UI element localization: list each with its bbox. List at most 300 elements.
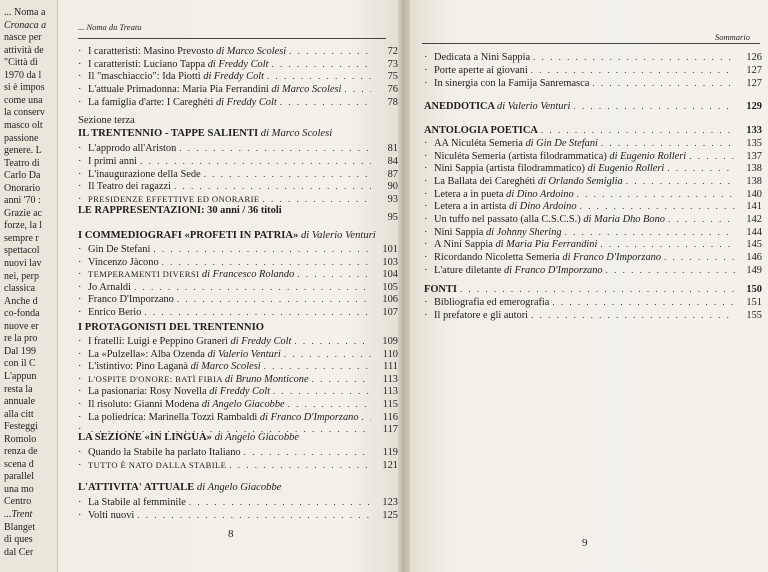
dot-leader (244, 446, 371, 458)
bullet: · (424, 138, 428, 149)
page-number: 149 (746, 264, 762, 276)
page-number: 81 (387, 143, 398, 154)
strip-text-line: attività de (4, 44, 44, 56)
page-number: 127 (746, 65, 762, 76)
dot-leader (144, 306, 371, 318)
strip-text-line: spettacol (4, 245, 40, 257)
dot-leader (284, 348, 371, 360)
entry-text: TEMPERAMENTI DIVERSI (88, 269, 202, 279)
toc-entry[interactable] (78, 496, 398, 509)
dot-leader (601, 137, 735, 149)
page-number: 125 (382, 510, 398, 521)
section-heading[interactable] (424, 124, 762, 137)
dot-leader (565, 226, 735, 238)
dot-leader (137, 509, 371, 521)
dot-leader (271, 58, 371, 70)
page-number: 104 (382, 269, 398, 280)
strip-text-line: annuale (4, 396, 36, 408)
entry-text: Vincenzo Jàcono (88, 256, 159, 268)
strip-text-line: Centro (4, 496, 32, 508)
section-text: L'ATTIVITA' ATTUALE (78, 482, 197, 493)
bullet: · (424, 264, 428, 276)
section-heading (78, 432, 299, 444)
entry-title (434, 52, 530, 64)
dot-leader (294, 335, 371, 347)
page-number: 101 (382, 244, 398, 255)
bullet: · (78, 143, 82, 154)
toc-entry[interactable] (78, 385, 398, 398)
page-number: 111 (383, 361, 398, 373)
strip-text-line: la conserv (4, 107, 45, 119)
toc-entry[interactable] (424, 213, 762, 226)
bullet: · (78, 194, 82, 206)
strip-text-line: re la pro (4, 333, 38, 345)
section-text: ANTOLOGIA POETICA (424, 125, 538, 136)
entry-text: L'OSPITE D'ONORE: BATÌ FIBIA (88, 373, 225, 384)
strip-text-line: L'appun (4, 370, 37, 382)
entry-title (88, 459, 226, 472)
bullet: · (424, 52, 428, 63)
strip-text-line: genere. L (4, 145, 42, 157)
strip-text-line: Dal 199 (4, 345, 36, 357)
toc-entry[interactable] (78, 360, 398, 373)
bullet: · (78, 306, 82, 318)
entry-title (88, 361, 261, 373)
toc-entry[interactable] (424, 309, 762, 322)
entry-author: di Franco D'Imporzano (259, 411, 359, 423)
bullet: · (78, 336, 82, 347)
strip-text-line: Grazie ac (4, 207, 43, 219)
strip-text-line: masco olt (4, 119, 43, 131)
bullet: · (78, 244, 82, 255)
dot-leader (189, 496, 371, 508)
entry-text: Letera a in pueta (434, 188, 507, 200)
strip-text-line: alla citt (4, 408, 34, 420)
header-rule (422, 43, 760, 44)
entry-author: di Gin De Stefani (525, 138, 598, 149)
dot-leader (541, 124, 735, 136)
bullet: · (78, 46, 82, 57)
bullet: · (78, 497, 82, 508)
toc-entry[interactable] (78, 256, 398, 269)
strip-text-line: di ques (4, 534, 33, 546)
strip-text-line: Carlo Da (4, 170, 41, 182)
entry-text: I primi anni (88, 155, 138, 167)
page-number: 127 (746, 78, 762, 89)
entry-author: di Marco Scolesi (190, 361, 261, 373)
entry-text: Gin De Stefani (88, 244, 151, 255)
bullet: · (424, 188, 428, 200)
toc-entry[interactable] (78, 58, 398, 71)
dot-leader (153, 243, 371, 255)
page-number: 150 (746, 284, 762, 295)
section-text: IL TRENTENNIO - TAPPE SALIENTI (78, 128, 261, 139)
section-text: ANEDDOTICA (424, 101, 498, 112)
entry-author: di Franco D'Imporzano (562, 251, 662, 263)
entry-text: Franco D'Imporzano (88, 294, 174, 305)
bullet: · (424, 175, 428, 187)
entry-author: di Freddy Colt (209, 386, 270, 398)
bullet: · (78, 281, 82, 293)
dot-leader (626, 175, 735, 187)
toc-entry[interactable] (78, 306, 398, 319)
section-author: di Angelo Giacobbe (196, 482, 282, 493)
entry-text: Il prefatore e gli autori (434, 310, 529, 321)
dot-leader (267, 70, 371, 82)
toc-entry[interactable] (78, 70, 398, 83)
bullet: · (424, 213, 428, 225)
toc-entry[interactable] (424, 238, 762, 251)
entry-title (434, 239, 597, 251)
entry-title (424, 101, 570, 113)
entry-title (88, 412, 359, 424)
section-text: I COMMEDIOGRAFI «PROFETI IN PATRIA» (78, 230, 301, 241)
toc-entry[interactable] (78, 142, 398, 155)
entry-title (88, 84, 341, 96)
entry-title (88, 97, 277, 109)
strip-text-line: come una (4, 94, 43, 106)
book-gutter (398, 0, 410, 572)
toc-entry[interactable] (424, 175, 762, 188)
bullet: · (78, 181, 82, 193)
strip-text-line: Cronaca a (4, 19, 47, 31)
entry-title (88, 510, 134, 522)
entry-author: di Angelo Giacobbe (201, 399, 285, 410)
entry-author: di Dino Ardoino (509, 201, 577, 213)
section-heading (78, 482, 281, 494)
entry-title (88, 447, 241, 459)
dot-leader (280, 96, 371, 108)
entry-title (434, 310, 528, 322)
entry-title (434, 138, 598, 150)
dot-leader (312, 373, 371, 385)
toc-entry[interactable] (424, 77, 762, 90)
strip-text-line: Onorario (4, 182, 41, 194)
entry-title (88, 294, 174, 306)
entry-text: Porte aperte ai giovani (434, 65, 528, 76)
toc-entry[interactable] (424, 137, 762, 150)
page-number: 76 (387, 84, 398, 96)
bullet: · (78, 256, 82, 268)
bullet: · (424, 201, 428, 213)
bullet: · (424, 150, 428, 162)
toc-entry[interactable] (78, 268, 398, 281)
toc-entry[interactable] (78, 348, 398, 361)
strip-text-line: una mo (4, 483, 34, 495)
toc-entry[interactable] (78, 83, 398, 96)
bullet: · (424, 226, 428, 238)
entry-author: di Freddy Colt (203, 71, 265, 83)
page-number: 119 (382, 447, 398, 458)
toc-entry[interactable] (424, 64, 762, 77)
strip-text-line: Romolo (4, 433, 37, 445)
toc-entry[interactable] (424, 251, 762, 264)
page-number: 95 (387, 212, 398, 223)
strip-text-line: nuove er (4, 320, 39, 332)
dot-leader (689, 150, 735, 162)
page-number: 75 (387, 71, 398, 83)
strip-text-line: nuovi lav (4, 258, 42, 269)
entry-text: Letera a in artista (434, 201, 510, 213)
toc-entry[interactable] (424, 264, 762, 277)
entry-text: Enrico Berio (88, 306, 142, 318)
strip-text-line: con il C (4, 358, 36, 370)
bullet: · (424, 78, 428, 89)
bullet: · (78, 373, 82, 385)
strip-text-line: "Città di (4, 57, 38, 69)
left-page (58, 0, 398, 572)
page-number: 138 (746, 163, 762, 175)
entry-author: di Freddy Colt (230, 336, 292, 347)
dot-leader (600, 238, 735, 250)
page-number: 87 (387, 168, 398, 180)
page-number: 93 (387, 194, 398, 206)
entry-title (434, 297, 549, 309)
bullet: · (78, 411, 82, 423)
page-number-footer: 9 (582, 537, 588, 549)
entry-text: L'approdo all'Ariston (88, 143, 177, 154)
entry-title (434, 189, 574, 201)
toc-entry[interactable] (424, 162, 762, 175)
entry-text: La famiglia d'arte: I Careghéti (88, 96, 216, 108)
dot-leader (531, 309, 735, 321)
entry-author: di Orlando Semiglia (537, 175, 623, 187)
entry-author: di Maria Pia Ferrandini (495, 239, 598, 251)
toc-entry[interactable] (78, 293, 398, 306)
page-number: 84 (387, 155, 398, 167)
toc-entry[interactable] (78, 373, 398, 386)
section-author: di Angelo Giacobbe (214, 432, 300, 443)
entry-text: PRESIDENZE EFFETTIVE ED ONORARIE (88, 194, 260, 205)
strip-text-line: scena d (4, 458, 34, 470)
section-heading[interactable] (424, 100, 762, 113)
page-number: 109 (382, 336, 398, 347)
toc-entry[interactable] (78, 96, 398, 109)
toc-entry[interactable] (78, 281, 398, 294)
bullet: · (78, 58, 82, 70)
page-number: 90 (387, 181, 398, 193)
strip-text-line: ...Trent (4, 509, 33, 520)
entry-text: In sinergia con la Famija Sanremasca (434, 78, 590, 89)
entry-text: Ricordando Nicoletta Semeria (434, 251, 563, 263)
bullet: · (424, 239, 428, 251)
running-header: Sommario (715, 32, 750, 42)
dot-leader (162, 256, 371, 268)
entry-text: Un tuffo nel passato (alla C.S.C.S.) (434, 213, 584, 225)
entry-title: LE RAPPRESENTAZIONI: 30 anni / 36 titoli (78, 205, 282, 216)
section-heading (78, 128, 332, 140)
dot-leader (531, 64, 735, 76)
entry-title (88, 169, 201, 181)
toc-entry[interactable] (78, 335, 398, 348)
page-number-footer: 8 (228, 528, 234, 540)
page-number: 129 (746, 101, 762, 112)
toc-entry[interactable] (424, 150, 762, 163)
page-number: 151 (746, 297, 762, 308)
section-text: LA SEZIONE «IN LINGUA» (78, 432, 215, 443)
running-header: ... Noma du Treatu (78, 22, 142, 32)
entry-text: La Stabile al femminile (88, 497, 186, 508)
section-heading (78, 322, 264, 334)
bullet: · (424, 297, 428, 308)
dot-leader (577, 188, 735, 200)
bullet: · (78, 294, 82, 305)
entry-title (434, 252, 661, 264)
entry-title (88, 386, 270, 398)
bullet: · (78, 71, 82, 83)
bullet: · (78, 168, 82, 180)
bullet: · (78, 269, 82, 280)
dot-leader (668, 213, 735, 225)
entry-title (88, 399, 285, 411)
toc-entry[interactable] (78, 446, 398, 459)
page-number: 78 (387, 96, 398, 108)
dot-leader (552, 296, 735, 308)
entry-text: L'ature diletante (434, 264, 504, 276)
strip-text-line: classica (4, 283, 36, 295)
entry-author: di Franco D'Imporzano (503, 264, 603, 276)
entry-title (424, 284, 457, 296)
entry-text: I fratelli: Luigi e Peppino Graneri (88, 336, 231, 347)
toc-entry[interactable] (424, 51, 762, 64)
header-rule (78, 38, 386, 39)
entry-text: La Ballata dei Careghéti (434, 175, 538, 187)
toc-entry[interactable] (78, 155, 398, 168)
entry-title (434, 65, 528, 77)
dot-leader (134, 281, 371, 293)
strip-text-line: sempre r (4, 232, 39, 244)
dot-leader (667, 162, 735, 174)
entry-text: L'attuale Primadonna: Maria Pia Ferrandini (88, 84, 272, 96)
dot-leader (573, 100, 735, 112)
dot-leader (533, 51, 735, 63)
page-number: 73 (387, 58, 398, 70)
entry-text: La «Pulzella»: Alba Ozenda (88, 348, 208, 360)
bullet: · (78, 361, 82, 373)
section-heading[interactable] (424, 283, 762, 296)
strip-text-line: 1970 da l (4, 69, 42, 81)
entry-title (88, 59, 268, 71)
toc-entry[interactable] (424, 200, 762, 213)
entry-text: Nini Sappia (artista filodrammatico) (434, 163, 588, 175)
entry-title (434, 176, 623, 188)
bullet: · (78, 84, 82, 96)
bullet: · (78, 399, 82, 410)
bullet: · (78, 459, 82, 471)
entry-title (434, 214, 665, 226)
page-number: 142 (746, 213, 762, 225)
entry-text: Il risoluto: Gianni Modena (88, 399, 202, 410)
bullet: · (78, 386, 82, 398)
entry-text: AA Niculéta Semeria (434, 138, 526, 149)
page-number: 116 (382, 411, 398, 423)
entry-text: Bibliografia ed emerografia (434, 297, 550, 308)
entry-author: di Maria Dho Bono (583, 213, 665, 225)
entry-title (88, 497, 186, 509)
dot-leader (174, 180, 371, 192)
bullet: · (424, 65, 428, 76)
toc-entry[interactable] (424, 296, 762, 309)
page-number: 145 (746, 239, 762, 251)
toc-entry[interactable] (78, 168, 398, 181)
bullet: · (78, 348, 82, 360)
entry-author: di Valerio Venturi (207, 348, 281, 360)
toc-entry[interactable] (78, 180, 398, 193)
page-number: 107 (382, 306, 398, 318)
entry-title (88, 307, 141, 319)
dot-leader (204, 168, 371, 180)
page-number: 113 (382, 386, 398, 398)
entry-title (88, 156, 137, 168)
entry-title (88, 257, 159, 269)
entry-title (434, 265, 603, 277)
strip-text-line: forze, la l (4, 220, 43, 232)
entry-author: di Freddy Colt (207, 58, 269, 70)
dot-leader (229, 459, 371, 471)
toc-entry[interactable] (424, 226, 762, 239)
page-number: 110 (382, 348, 398, 360)
entry-text: Volti nuovi (88, 510, 135, 521)
entry-text: L'istintivo: Pino Laganà (88, 361, 191, 373)
bullet: · (78, 96, 82, 108)
bullet: · (424, 251, 428, 263)
toc-entry[interactable] (78, 509, 398, 522)
section-text: FONTI (424, 284, 457, 295)
entry-title (88, 244, 150, 256)
entry-title (434, 78, 589, 90)
toc-entry[interactable] (78, 459, 398, 472)
entry-author: di Dino Ardoino (506, 188, 574, 200)
entry-text: Nini Sappia (434, 226, 486, 238)
entry-text: TUTTO È NATO DALLA STABILE (88, 459, 227, 470)
page-number: 135 (746, 138, 762, 149)
page-number: 103 (382, 256, 398, 268)
section-heading (78, 230, 376, 242)
entry-author: di Eugenio Rolleri (587, 163, 665, 175)
entry-author: di Eugenio Rolleri (609, 150, 687, 162)
strip-text-line: resta la (4, 383, 33, 395)
toc-entry[interactable] (424, 188, 762, 201)
toc-entry[interactable] (78, 411, 398, 424)
page-number: 144 (746, 226, 762, 238)
entry-title (434, 151, 686, 163)
dot-leader (460, 283, 735, 295)
page-number: 106 (382, 294, 398, 305)
section-heading[interactable] (78, 205, 398, 223)
entry-author: di Francesco Rolando (201, 269, 295, 280)
toc-entry[interactable] (78, 243, 398, 256)
dot-leader (263, 193, 371, 205)
page-number: 126 (746, 52, 762, 63)
strip-text-line: nei, perp (4, 270, 39, 282)
page-number: 113 (382, 373, 398, 385)
toc-entry[interactable] (78, 45, 398, 58)
strip-text-line: passione (4, 132, 39, 144)
strip-text-line: anni '70 : (4, 195, 41, 207)
right-page (410, 0, 768, 572)
entry-title (424, 125, 538, 137)
entry-text: Quando la Stabile ha parlato Italiano (88, 447, 241, 458)
entry-title (88, 46, 286, 58)
dot-leader (344, 83, 371, 95)
page-number: 72 (387, 46, 398, 57)
dot-leader (273, 385, 371, 397)
entry-text: I caratteristi: Masino Prevosto (88, 46, 217, 57)
toc-entry[interactable] (78, 398, 398, 411)
strip-text-line: Blanget (4, 521, 36, 533)
entry-title (88, 373, 309, 386)
dot-leader (362, 411, 371, 423)
